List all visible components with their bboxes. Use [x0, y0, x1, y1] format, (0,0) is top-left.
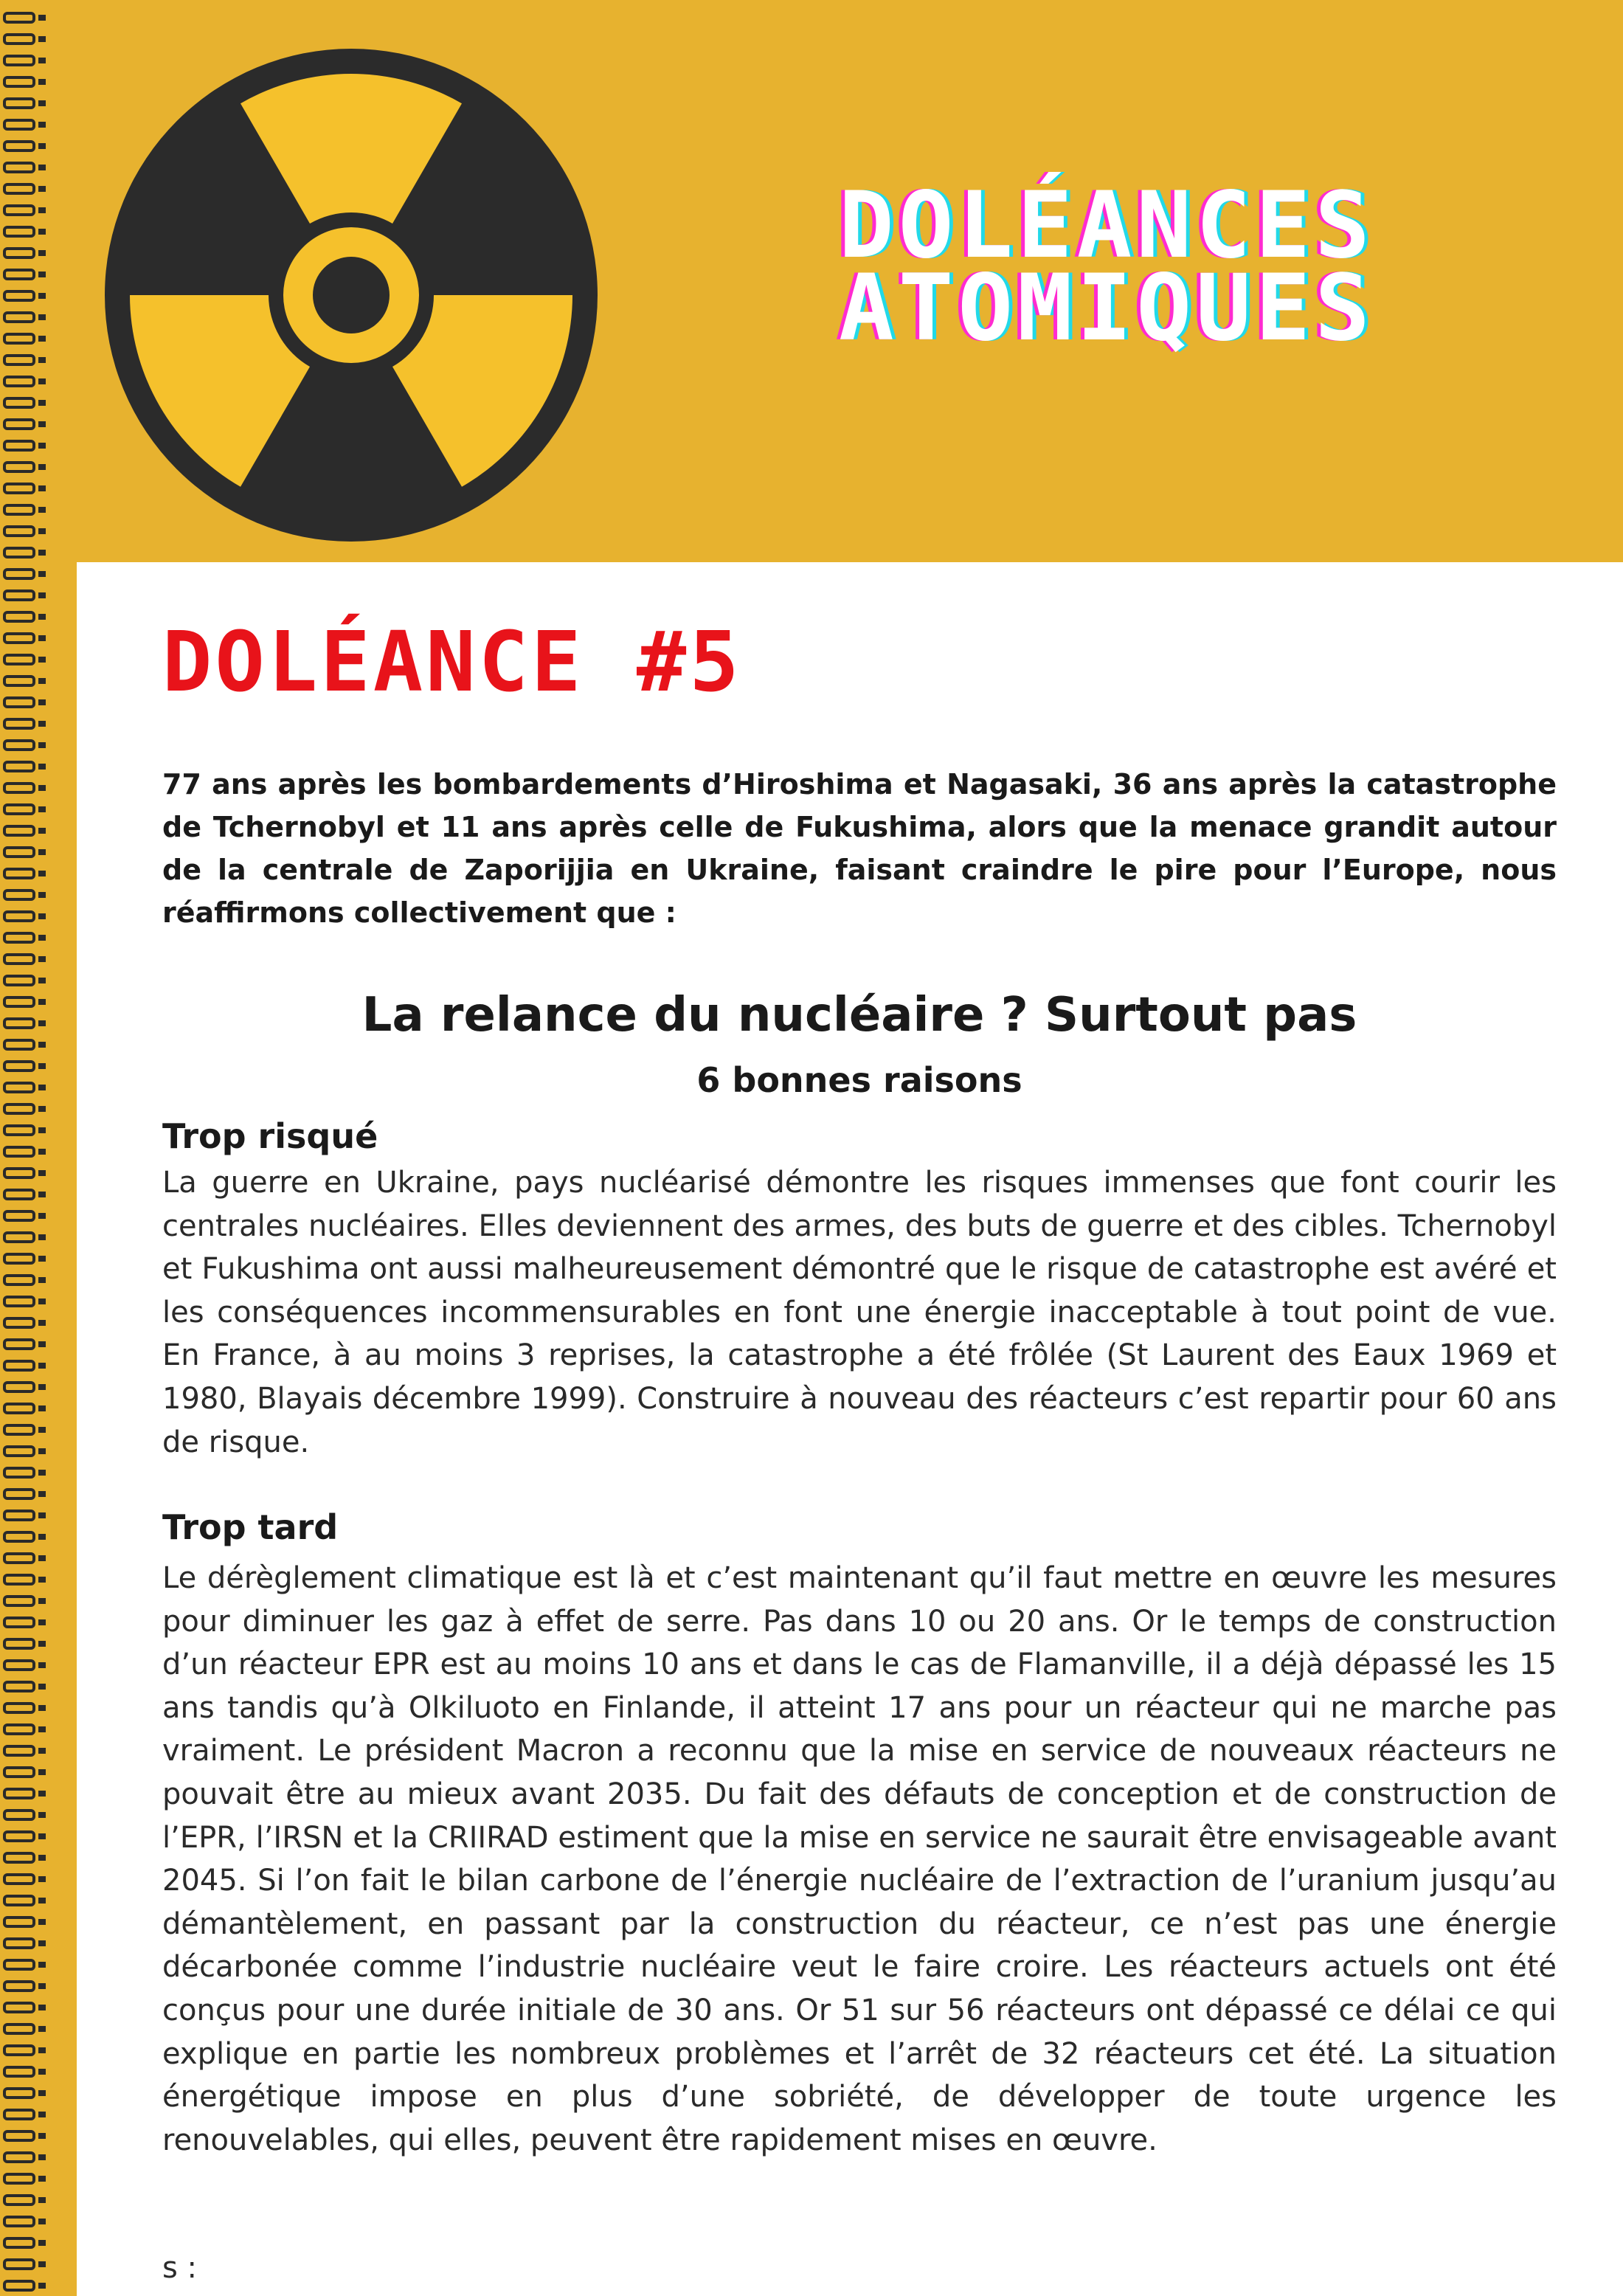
binding-hole — [38, 828, 46, 834]
binding-hole — [38, 892, 46, 898]
spiral-ring — [4, 1126, 34, 1135]
spiral-ring — [4, 1832, 34, 1841]
spiral-ring — [4, 35, 34, 44]
spiral-ring — [4, 1682, 34, 1691]
binding-hole — [38, 1363, 46, 1369]
binding-hole — [38, 1192, 46, 1197]
spiral-ring — [4, 1297, 34, 1306]
binding-hole — [38, 2026, 46, 2032]
spiral-ring — [4, 2153, 34, 2162]
spiral-ring — [4, 634, 34, 643]
spiral-ring — [4, 1340, 34, 1349]
spiral-ring — [4, 955, 34, 964]
binding-hole — [38, 1898, 46, 1903]
spiral-ring — [4, 77, 34, 86]
binding-hole — [38, 2090, 46, 2096]
binding-hole — [38, 699, 46, 705]
spiral-ring — [4, 1276, 34, 1284]
spiral-ring — [4, 184, 34, 193]
section-title-tard: Trop tard — [162, 1507, 339, 1547]
spiral-ring — [4, 1704, 34, 1712]
spiral-ring — [4, 356, 34, 364]
binding-hole — [38, 1020, 46, 1026]
radiation-trefoil-icon — [100, 44, 602, 546]
binding-hole — [38, 1277, 46, 1283]
header-title-line2: ATOMIQUES — [839, 255, 1374, 362]
spiral-ring — [4, 13, 34, 22]
binding-hole — [38, 357, 46, 363]
binding-hole — [38, 913, 46, 919]
spiral-ring — [4, 270, 34, 279]
spiral-ring — [4, 2131, 34, 2140]
binding-hole — [38, 999, 46, 1005]
binding-hole — [38, 956, 46, 962]
binding-hole — [38, 2197, 46, 2203]
spiral-ring — [4, 1725, 34, 1734]
binding-hole — [38, 806, 46, 812]
spiral-ring — [4, 1746, 34, 1755]
spiral-ring — [4, 505, 34, 514]
spiral-ring — [4, 997, 34, 1006]
spiral-ring — [4, 548, 34, 557]
spiral-ring — [4, 612, 34, 621]
binding-hole — [38, 79, 46, 85]
intro-paragraph: 77 ans après les bombardements d’Hiroshima et Nagasaki, 36 ans après la catastrophe de Tchernobyl et 11 ans après celle de Fukushima, alors que la menace grandit autour de la centrale de Zaporijjia en Ukraine, faisant craindre le pire pour l’Europe, nous réaffirmons collectivement que : — [162, 768, 1557, 929]
spiral-ring — [4, 2174, 34, 2183]
spiral-ring — [4, 762, 34, 771]
binding-hole — [38, 122, 46, 128]
spiral-ring — [4, 1982, 34, 1991]
binding-hole — [38, 1919, 46, 1925]
main-heading: La relance du nucléaire ? Surtout pas — [361, 988, 1357, 1042]
spiral-ring — [4, 1575, 34, 1584]
binding-hole — [38, 336, 46, 342]
spiral-ring — [4, 206, 34, 215]
binding-hole — [38, 2240, 46, 2246]
spiral-ring — [4, 1318, 34, 1327]
section-body-tard: Le dérèglement climatique est là et c’est maintenant qu’il faut mettre en œuvre les mesures pour diminuer les gaz à effet de serre. Pas dans 10 ou 20 ans. Or le temps de construction d’un réacteur EPR est au moins 10 ans et dans le cas de Flamanville, il a déjà dépassé les 15 ans tandis qu’à Olkiluoto en Finlande, il atteint 17 ans pour un réacteur qui ne marche pas vraiment. Le président Macron a reconnu que la mise en service de nouveaux réacteurs ne pouvait être au mieux avant 2035. Du fait des défauts de conception et de construction de l’EPR, l’IRSN et la CRIIRAD estiment que la mise en service ne saurait être envisageable avant 2045. Si l’on fait le bilan carbone de l’énergie nucléaire de l’extraction de l’uranium jusqu’au démantèlement, en passant par la construction du réacteur, ce n’est pas une énergie décarbonée comme l’industrie nucléaire veut le faire croire. Les réacteurs actuels ont été conçus pour une durée initiale de 30 ans. Or 51 sur 56 réacteurs ont dépassé ce délai ce qui explique en partie les nombreux problèmes et l’arrêt de 32 réacteurs cet été. La situation énergétique impose en plus d’une sobriété, de développer de toute urgence les renouvelables, qui elles, peuvent être rapidement mises en œuvre. — [162, 1561, 1557, 2157]
spiral-ring — [4, 1361, 34, 1370]
binding-hole — [38, 550, 46, 556]
binding-hole — [38, 1042, 46, 1048]
spiral-ring — [4, 1147, 34, 1156]
binding-hole — [38, 1512, 46, 1518]
spiral-ring — [4, 719, 34, 728]
spiral-ring — [4, 1532, 34, 1541]
section-title-risque: Trop risqué — [162, 1116, 378, 1156]
spiral-ring — [4, 2260, 34, 2269]
spiral-ring — [4, 334, 34, 343]
binding-hole — [38, 1855, 46, 1861]
spiral-ring — [4, 698, 34, 707]
spiral-ring — [4, 1490, 34, 1498]
binding-hole — [38, 1320, 46, 1326]
binding-hole — [38, 678, 46, 684]
binding-hole — [38, 314, 46, 320]
binding-hole — [38, 2219, 46, 2224]
binding-hole — [38, 1812, 46, 1818]
binding-hole — [38, 400, 46, 406]
binding-hole — [38, 614, 46, 620]
binding-hole — [38, 1705, 46, 1711]
spiral-ring — [4, 1960, 34, 1969]
binding-hole — [38, 1619, 46, 1625]
binding-hole — [38, 2133, 46, 2139]
spiral-ring — [4, 1768, 34, 1777]
header-title-line1: DOLÉANCES — [839, 173, 1374, 279]
binding-hole — [38, 1384, 46, 1390]
signature-label: s : — [162, 2251, 198, 2285]
binding-hole — [38, 1213, 46, 1219]
spiral-ring — [4, 1853, 34, 1862]
spiral-ring — [4, 784, 34, 792]
binding-hole — [38, 464, 46, 470]
spiral-ring — [4, 120, 34, 129]
binding-hole — [38, 1534, 46, 1540]
binding-hole — [38, 1684, 46, 1690]
spiral-ring — [4, 1083, 34, 1092]
spiral-ring — [4, 1896, 34, 1905]
spiral-ring — [4, 826, 34, 835]
spiral-ring — [4, 1661, 34, 1670]
spiral-ring — [4, 869, 34, 878]
spiral-ring — [4, 2089, 34, 2098]
binding-hole — [38, 272, 46, 277]
binding-hole — [38, 485, 46, 491]
binding-hole — [38, 657, 46, 663]
spiral-ring — [4, 570, 34, 578]
binding-hole — [38, 1791, 46, 1797]
binding-hole — [38, 1748, 46, 1754]
binding-hole — [38, 443, 46, 449]
binding-hole — [38, 592, 46, 598]
spiral-ring — [4, 2110, 34, 2119]
spiral-ring — [4, 99, 34, 108]
spiral-ring — [4, 1789, 34, 1798]
spiral-ring — [4, 398, 34, 407]
subheading: 6 bonnes raisons — [696, 1060, 1022, 1100]
binding-hole — [38, 1662, 46, 1668]
binding-hole — [38, 58, 46, 63]
spiral-ring — [4, 933, 34, 942]
spiral-ring — [4, 463, 34, 471]
binding-hole — [38, 100, 46, 106]
spiral-ring — [4, 1019, 34, 1028]
binding-hole — [38, 229, 46, 235]
binding-hole — [38, 1234, 46, 1240]
binding-hole — [38, 2283, 46, 2289]
spiral-ring — [4, 2238, 34, 2247]
section-body-risque: La guerre en Ukraine, pays nucléarisé démontre les risques immenses que font courir les centrales nucléaires. Elles deviennent des armes, des buts de guerre et des cibles. Tchernobyl et Fukushima ont aussi malheureusement démontré que le risque de catastrophe est avéré et les conséquences incommensurables en font une énergie inacceptable à tout point de vue. En France, à au moins 3 reprises, la catastrophe a été frôlée (St Laurent des Eaux 1969 et 1980, Blayais décembre 1999). Construire à nouveau des réacteurs c’est repartir pour 60 ans de risque. — [162, 1166, 1557, 1459]
binding-hole — [38, 1491, 46, 1497]
binding-hole — [38, 378, 46, 384]
binding-hole — [38, 2005, 46, 2010]
spiral-ring — [4, 1404, 34, 1413]
spiral-ring — [4, 2217, 34, 2226]
spiral-ring — [4, 891, 34, 899]
binding-hole — [38, 1876, 46, 1882]
spiral-ring — [4, 677, 34, 685]
spiral-binding — [0, 0, 59, 2296]
binding-hole — [38, 2112, 46, 2117]
binding-hole — [38, 1940, 46, 1946]
spiral-ring — [4, 2281, 34, 2290]
spiral-ring — [4, 1383, 34, 1391]
spiral-ring — [4, 1554, 34, 1563]
binding-hole — [38, 785, 46, 791]
spiral-ring — [4, 1511, 34, 1520]
binding-hole — [38, 1127, 46, 1133]
binding-hole — [38, 15, 46, 21]
binding-hole — [38, 742, 46, 748]
binding-hole — [38, 764, 46, 770]
binding-hole — [38, 1470, 46, 1476]
binding-hole — [38, 293, 46, 299]
spiral-ring — [4, 1254, 34, 1263]
binding-hole — [38, 1598, 46, 1604]
spiral-ring — [4, 1425, 34, 1434]
spiral-ring — [4, 142, 34, 151]
spiral-ring — [4, 527, 34, 536]
spiral-ring — [4, 912, 34, 921]
spiral-ring — [4, 1468, 34, 1477]
binding-hole — [38, 2069, 46, 2075]
spiral-ring — [4, 377, 34, 386]
binding-hole — [38, 1769, 46, 1775]
spiral-ring — [4, 2196, 34, 2205]
spiral-ring — [4, 1597, 34, 1605]
spiral-ring — [4, 591, 34, 600]
spiral-ring — [4, 56, 34, 65]
spiral-ring — [4, 1811, 34, 1819]
binding-hole — [38, 1149, 46, 1155]
binding-hole — [38, 165, 46, 170]
spiral-ring — [4, 741, 34, 750]
spiral-ring — [4, 2003, 34, 2012]
binding-hole — [38, 1085, 46, 1090]
binding-hole — [38, 1726, 46, 1732]
spiral-ring — [4, 313, 34, 322]
spiral-ring — [4, 227, 34, 236]
spiral-ring — [4, 163, 34, 172]
binding-hole — [38, 36, 46, 42]
binding-hole — [38, 207, 46, 213]
binding-hole — [38, 2047, 46, 2053]
binding-hole — [38, 1427, 46, 1433]
spiral-ring — [4, 848, 34, 857]
spiral-ring — [4, 1211, 34, 1220]
binding-hole — [38, 871, 46, 876]
spiral-ring — [4, 1939, 34, 1948]
spiral-ring — [4, 1190, 34, 1199]
binding-hole — [38, 528, 46, 534]
binding-hole — [38, 143, 46, 149]
spiral-ring — [4, 1062, 34, 1071]
spiral-ring — [4, 1233, 34, 1242]
spiral-ring — [4, 1618, 34, 1627]
spiral-ring — [4, 1169, 34, 1178]
binding-hole — [38, 1299, 46, 1304]
binding-hole — [38, 1063, 46, 1069]
spiral-ring — [4, 805, 34, 814]
binding-hole — [38, 1405, 46, 1411]
binding-hole — [38, 1106, 46, 1112]
spiral-ring — [4, 484, 34, 493]
binding-hole — [38, 250, 46, 256]
spiral-ring — [4, 1918, 34, 1926]
spiral-ring — [4, 1639, 34, 1648]
spiral-ring — [4, 249, 34, 257]
spiral-ring — [4, 1447, 34, 1456]
spiral-ring — [4, 1040, 34, 1049]
binding-hole — [38, 1555, 46, 1561]
spiral-ring — [4, 655, 34, 664]
binding-hole — [38, 1577, 46, 1583]
spiral-ring — [4, 441, 34, 450]
binding-hole — [38, 1641, 46, 1647]
binding-hole — [38, 978, 46, 983]
binding-hole — [38, 849, 46, 855]
spiral-ring — [4, 1104, 34, 1113]
binding-hole — [38, 1448, 46, 1454]
binding-hole — [38, 2261, 46, 2267]
spiral-ring — [4, 976, 34, 985]
binding-hole — [38, 507, 46, 513]
spiral-ring — [4, 420, 34, 429]
spiral-ring — [4, 2067, 34, 2076]
doleance-heading: DOLÉANCE #5 — [162, 615, 742, 710]
binding-hole — [38, 1170, 46, 1176]
binding-hole — [38, 721, 46, 727]
header-title — [649, 173, 1564, 362]
spiral-ring — [4, 2024, 34, 2033]
binding-hole — [38, 2176, 46, 2182]
binding-hole — [38, 186, 46, 192]
binding-hole — [38, 935, 46, 941]
binding-hole — [38, 1962, 46, 1968]
spiral-ring — [4, 291, 34, 300]
binding-hole — [38, 421, 46, 427]
binding-hole — [38, 1341, 46, 1347]
binding-hole — [38, 571, 46, 577]
binding-hole — [38, 2154, 46, 2160]
spiral-ring — [4, 1875, 34, 1884]
binding-hole — [38, 1833, 46, 1839]
binding-hole — [38, 1256, 46, 1262]
binding-hole — [38, 635, 46, 641]
binding-hole — [38, 1983, 46, 1989]
spiral-ring — [4, 2046, 34, 2055]
